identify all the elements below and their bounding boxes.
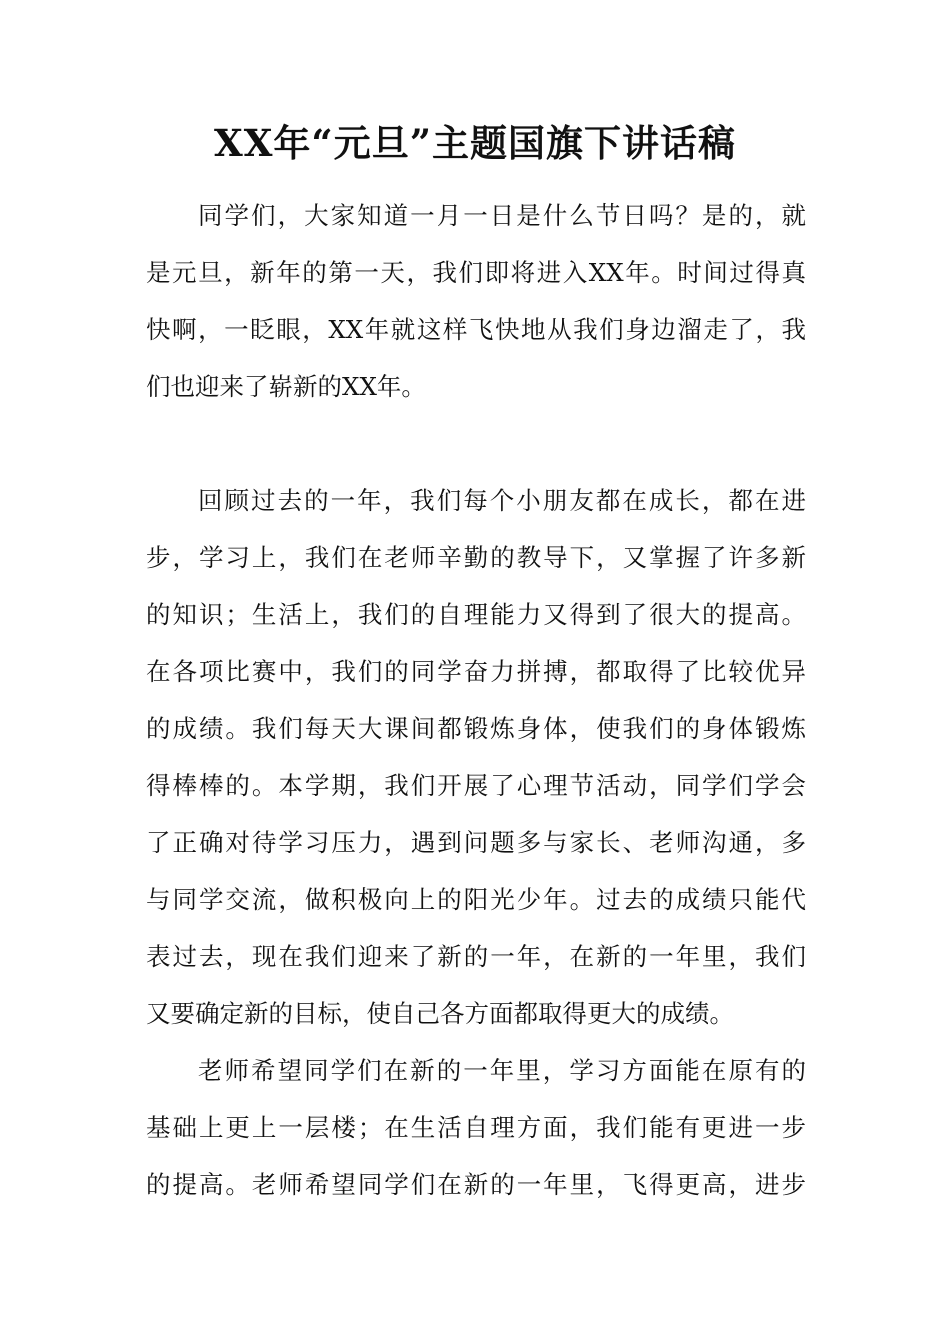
text-line: 与同学交流，做积极向上的阳光少年。过去的成绩只能代: [146, 885, 806, 914]
text-line: 的提高。老师希望同学们在新的一年里，飞得更高，进步: [146, 1170, 806, 1199]
text-line: 的成绩。我们每天大课间都锻炼身体，使我们的身体锻炼: [146, 714, 806, 743]
text-line: 表过去，现在我们迎来了新的一年，在新的一年里，我们: [146, 942, 806, 971]
text-line: 步，学习上，我们在老师辛勤的教导下，又掌握了许多新: [146, 543, 806, 572]
text-line: 回顾过去的一年，我们每个小朋友都在成长，都在进: [198, 486, 806, 515]
text-line: 基础上更上一层楼；在生活自理方面，我们能有更进一步: [146, 1113, 806, 1142]
text-line: 是元旦，新年的第一天，我们即将进入XX年。时间过得真: [146, 258, 806, 287]
text-line: 得棒棒的。本学期，我们开展了心理节活动，同学们学会: [146, 771, 806, 800]
text-line: 老师希望同学们在新的一年里，学习方面能在原有的: [198, 1056, 806, 1085]
paragraph-3: [146, 1042, 806, 1213]
text-line: 在各项比赛中，我们的同学奋力拼搏，都取得了比较优异: [146, 657, 806, 686]
paragraph-1: [146, 187, 806, 415]
text-line: 快啊，一眨眼，XX年就这样飞快地从我们身边溜走了，我: [146, 315, 806, 344]
text-line: 们也迎来了崭新的XX年。: [146, 372, 426, 401]
paragraph-2: [146, 472, 806, 1042]
text-line: 的知识；生活上，我们的自理能力又得到了很大的提高。: [146, 600, 806, 629]
text-line: 同学们，大家知道一月一日是什么节日吗？是的，就: [198, 201, 806, 230]
text-line: 又要确定新的目标，使自己各方面都取得更大的成绩。: [146, 999, 734, 1028]
text-line: 了正确对待学习压力，遇到问题多与家长、老师沟通，多: [146, 828, 806, 857]
document-title: XX年“元旦”主题国旗下讲话稿: [214, 121, 736, 165]
